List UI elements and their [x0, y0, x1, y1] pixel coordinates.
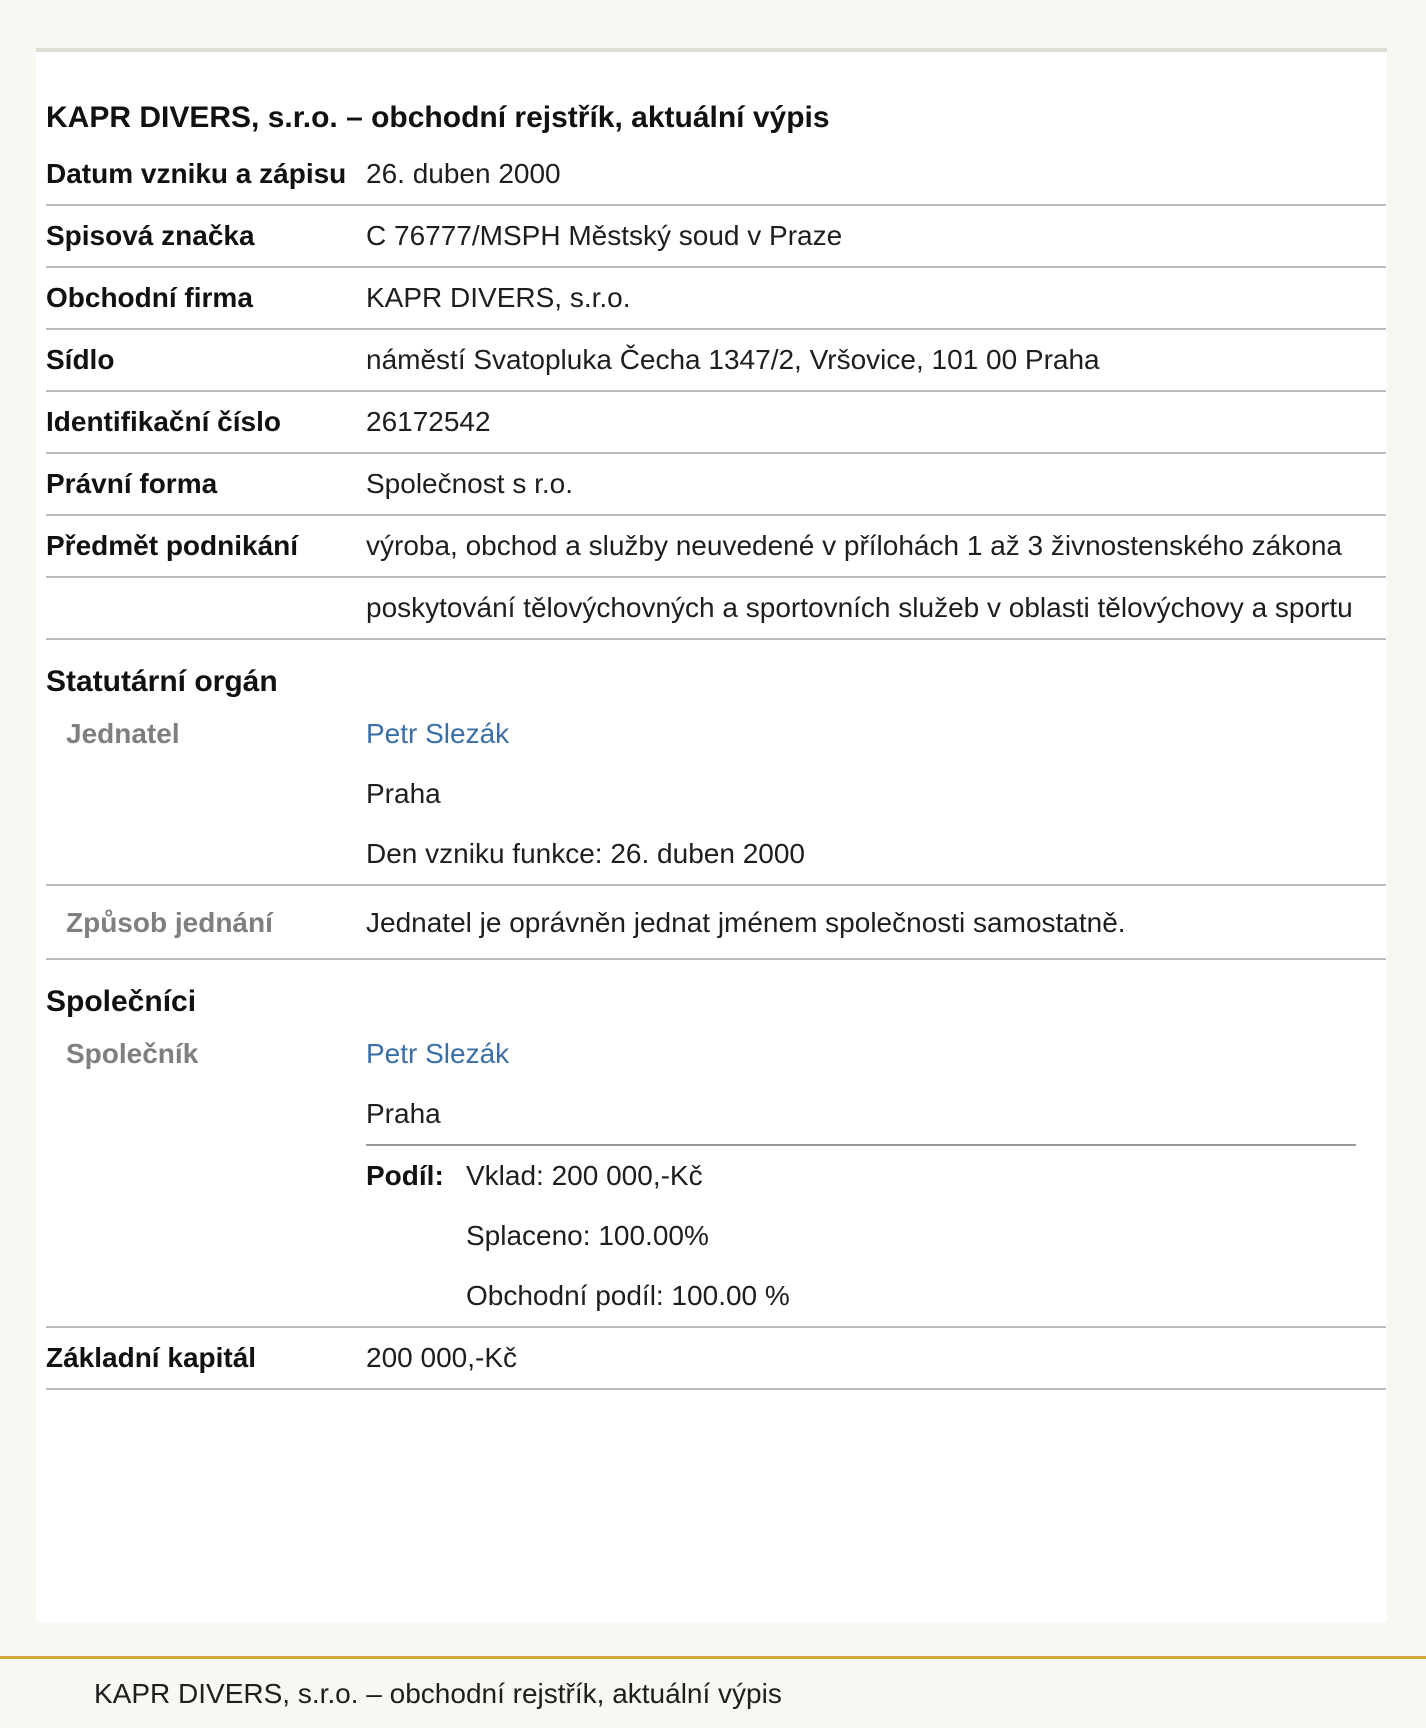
row-jednatel — [46, 704, 1386, 885]
label-spolecnik: Společník — [46, 1024, 366, 1327]
label-zpusob: Způsob jednání — [46, 885, 366, 959]
section-statutarni — [46, 639, 1386, 704]
row-spolecnik — [46, 1024, 1386, 1327]
label-firma: Obchodní firma — [46, 267, 366, 329]
share-vklad: Vklad: 200 000,-Kč — [466, 1160, 703, 1191]
share-block — [366, 1144, 1356, 1326]
value-predmet-2: poskytování tělovýchovných a sportovních služeb v oblasti tělovýchovy a sportu — [366, 577, 1386, 639]
label-forma: Právní forma — [46, 453, 366, 515]
label-datum: Datum vzniku a zápisu — [46, 144, 366, 205]
value-sidlo: náměstí Svatopluka Čecha 1347/2, Vršovice, 101 00 Praha — [366, 329, 1386, 391]
value-forma: Společnost s r.o. — [366, 453, 1386, 515]
row-forma — [46, 453, 1386, 515]
row-ico — [46, 391, 1386, 453]
label-spis: Spisová značka — [46, 205, 366, 267]
footer-divider — [0, 1656, 1426, 1659]
row-predmet-2 — [46, 577, 1386, 639]
share-obchodni-podil: Obchodní podíl: 100.00 % — [466, 1280, 790, 1311]
value-spis: C 76777/MSPH Městský soud v Praze — [366, 205, 1386, 267]
share-splaceno: Splaceno: 100.00% — [466, 1220, 709, 1251]
value-zpusob: Jednatel je oprávněn jednat jménem společnosti samostatně. — [366, 885, 1386, 959]
label-jednatel: Jednatel — [46, 704, 366, 885]
row-sidlo — [46, 329, 1386, 391]
register-table — [46, 144, 1386, 1390]
footer-text: KAPR DIVERS, s.r.o. – obchodní rejstřík, aktuální výpis — [94, 1678, 782, 1709]
section-spolecnici — [46, 959, 1386, 1024]
label-predmet: Předmět podnikání — [46, 515, 366, 577]
row-zpusob — [46, 885, 1386, 959]
jednatel-name-link[interactable]: Petr Slezák — [366, 718, 510, 749]
value-firma: KAPR DIVERS, s.r.o. — [366, 267, 1386, 329]
register-card — [36, 52, 1387, 1622]
row-firma — [46, 267, 1386, 329]
label-ico: Identifikační číslo — [46, 391, 366, 453]
spolecnik-name-link[interactable]: Petr Slezák — [366, 1038, 510, 1069]
value-datum: 26. duben 2000 — [366, 144, 1386, 205]
value-ico: 26172542 — [366, 391, 1386, 453]
row-predmet-1 — [46, 515, 1386, 577]
spolecnik-city: Praha — [366, 1098, 441, 1129]
label-kapital: Základní kapitál — [46, 1327, 366, 1389]
heading-spolecnici: Společníci — [46, 985, 197, 1018]
label-sidlo: Sídlo — [46, 329, 366, 391]
row-kapital — [46, 1327, 1386, 1389]
row-spis — [46, 205, 1386, 267]
jednatel-since: Den vzniku funkce: 26. duben 2000 — [366, 838, 805, 869]
value-kapital: 200 000,-Kč — [366, 1327, 1386, 1389]
page-title: KAPR DIVERS, s.r.o. – obchodní rejstřík, aktuální výpis — [46, 101, 830, 134]
value-predmet-1: výroba, obchod a služby neuvedené v přílohách 1 až 3 živnostenského zákona — [366, 515, 1386, 577]
jednatel-city: Praha — [366, 778, 441, 809]
share-label: Podíl: — [366, 1160, 444, 1191]
row-datum — [46, 144, 1386, 205]
heading-statutarni: Statutární orgán — [46, 665, 278, 698]
